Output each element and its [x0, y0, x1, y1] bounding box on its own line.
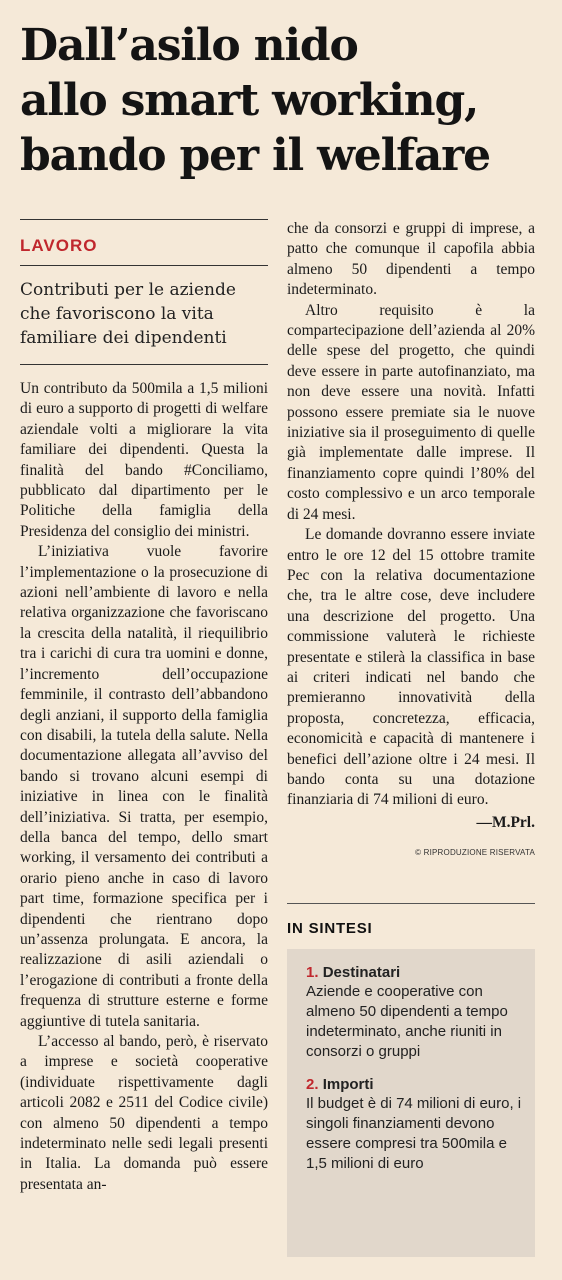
paragraph: che da consorzi e gruppi di imprese, a patto che comunque il capofila abbia almeno 50 dipendenti a tempo indeterminato.: [287, 220, 535, 299]
paragraph: Un contributo da 500mila a 1,5 milioni di euro a supporto di progetti di welfare aziendale volti a migliorare la vita familiare dei dipendenti. Questa la finalità del bando #Conciliamo, pubblicato dal dipartimento per le Politiche della famiglia della Presidenza del consiglio dei ministri.: [20, 380, 268, 540]
sintesi-item: [306, 963, 523, 1062]
sintesi-item-text: Il budget è di 74 milioni di euro, i singoli finanziamenti devono essere compresi tra 500mila e 1,5 milioni di euro: [306, 1095, 522, 1172]
paragraph: Le domande dovranno essere inviate entro le ore 12 del 15 ottobre tramite Pec con la relativa documentazione che, tra le altre cose, deve includere una descrizione del progetto. Una commissione valuterà le richieste presentate e stilerà la classifica in base ai criteri indicati nel bando che premieranno innovatività della proposta, concretezza, efficacia, economicità e capacità di mantenere i benefici dell’azione oltre i 24 mesi. Il bando conta su una dotazione finanziaria di 74 milioni di euro.: [287, 526, 535, 809]
section-rule: [20, 265, 268, 266]
headline-line-3: bando per il welfare: [20, 130, 490, 181]
sintesi-rule: [287, 903, 535, 904]
article-column-1: [20, 379, 268, 1195]
subhead: Contributi per le aziende che favoriscono la vita familiare dei dipendenti: [20, 280, 236, 348]
sintesi-item-heading: Destinatari: [322, 964, 401, 981]
sintesi-item-text: Aziende e cooperative con almeno 50 dipendenti a tempo indeterminato, anche riuniti in consorzi o gruppi: [306, 983, 508, 1060]
copyright-notice: © RIPRODUZIONE RISERVATA: [415, 847, 535, 857]
section-label: LAVORO: [20, 236, 98, 255]
sintesi-item-heading: Importi: [322, 1076, 374, 1093]
paragraph: Altro requisito è la compartecipazione dell’azienda al 20% delle spese del progetto, che quindi deve essere in parte autofinanziato, ma non deve essere una novità. Infatti possono essere premiate sia le nuove iniziative sia il proseguimento di quelle già implementate dalle imprese. Il finanziamento copre quindi l’80% del costo complessivo e un arco temporale di 24 mesi.: [287, 301, 535, 523]
headline: [20, 18, 550, 183]
headline-line-2: allo smart working,: [20, 75, 479, 126]
sintesi-item: [306, 1075, 523, 1174]
article-column-2: [287, 219, 535, 863]
sintesi-title: IN SINTESI: [287, 920, 373, 937]
sintesi-item-number: 1.: [306, 964, 319, 981]
paragraph: L’iniziativa vuole favorire l’implementazione o la prosecuzione di azioni nell’ambiente di lavoro e nella relativa organizzazione che favoriscano la crescita della natalità, il riequilibrio tra i carichi di cura tra uomini e donne, l’incremento dell’occupazione femminile, il contrasto dell’abbandono degli anziani, il supporto della famiglia con disabili, la tutela della salute. Nella documentazione allegata all’avviso del bando si trovano alcuni esempi di iniziative in linea con le finalità dell’iniziativa. Si tratta, per esempio, della banca del tempo, dello smart working, il versamento dei contributi a orario pieno anche in caso di lavoro part time, formazione specifica per i dipendenti che rientrano dopo un’assenza prolungata. E ancora, la realizzazione di asili aziendali o l’erogazione di contributi a fronte della frequenza di strutture esterne e forme aggiuntive di tutela sanitaria.: [20, 543, 268, 1030]
sintesi-item-number: 2.: [306, 1076, 319, 1093]
subhead-rule: [20, 364, 268, 365]
headline-line-1: Dall’asilo nido: [20, 20, 358, 71]
top-rule: [20, 219, 268, 220]
paragraph: L’accesso al bando, però, è riservato a imprese e società cooperative (individuate rispettivamente dagli articoli 2082 e 2511 del Codice civile) con almeno 50 dipendenti a tempo indeterminato nelle sedi legali presenti in Italia. La domanda può essere presentata an-: [20, 1033, 268, 1193]
author-signature: —M.Prl.: [476, 813, 535, 831]
sintesi-box: [287, 949, 535, 1257]
